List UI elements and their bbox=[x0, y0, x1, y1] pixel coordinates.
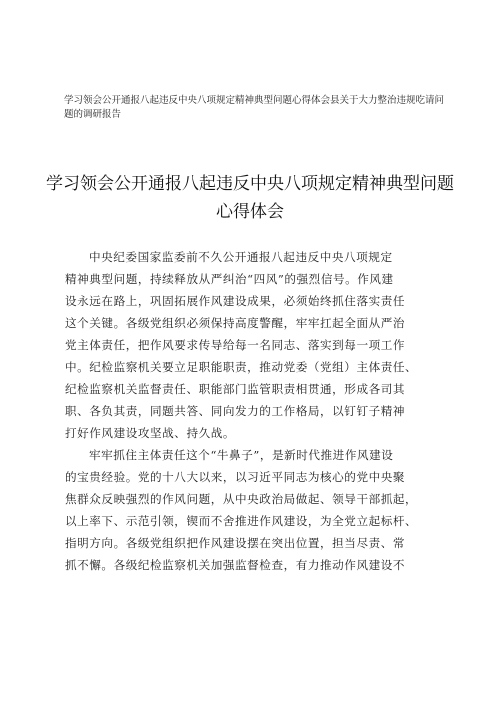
body-line: 的宝贵经验。党的十八大以来，以习近平同志为核心的党中央聚 bbox=[65, 470, 406, 484]
body-line: 中。纪检监察机关要立足职能职责，推动党委（党组）主体责任、 bbox=[65, 360, 418, 374]
header-text-line-2: 题的调研报告 bbox=[64, 109, 122, 120]
body-line: 党主体责任，把作风要求传导给每一名同志、落实到每一项工作 bbox=[65, 338, 406, 352]
body-line: 焦群众反映强烈的作风问题，从中央政治局做起、领导干部抓起， bbox=[65, 492, 418, 506]
body-line: 纪检监察机关监督责任、职能部门监管职责相贯通，形成各司其 bbox=[65, 382, 406, 396]
body-line: 指明方向。各级党组织把作风建设摆在突出位置，担当尽责、常 bbox=[65, 536, 406, 550]
body-line: 打好作风建设攻坚战、持久战。 bbox=[65, 426, 236, 440]
body-line: 设永远在路上，巩固拓展作风建设成果，必须始终抓住落实责任 bbox=[65, 294, 406, 308]
body-line: 精神典型问题，持续释放从严纠治“四风”的强烈信号。作风建 bbox=[65, 272, 394, 286]
header-text-line-1: 学习领会公开通报八起违反中央八项规定精神典型问题心得体会县关于大力整治违规吃请问 bbox=[64, 95, 445, 106]
body-line: 这个关键。各级党组织必须保持高度警醒，牢牢扛起全面从严治 bbox=[65, 316, 406, 330]
body-line: 中央纪委国家监委前不久公开通报八起违反中央八项规定 bbox=[89, 250, 393, 264]
document-title-line-1: 学习领会公开通报八起违反中央八项规定精神典型问题 bbox=[46, 174, 454, 194]
body-line: 抓不懈。各级纪检监察机关加强监督检查，有力推动作风建设不 bbox=[65, 558, 406, 572]
body-line: 职、各负其责，同题共答、同向发力的工作格局，以钉钉子精神 bbox=[65, 404, 406, 418]
document-title-line-2: 心得体会 bbox=[216, 202, 284, 222]
body-line: 牢牢抓住主体责任这个“牛鼻子”，是新时代推进作风建设 bbox=[89, 448, 394, 462]
body-line: 以上率下、示范引领，锲而不舍推进作风建设，为全党立起标杆、 bbox=[65, 514, 418, 528]
